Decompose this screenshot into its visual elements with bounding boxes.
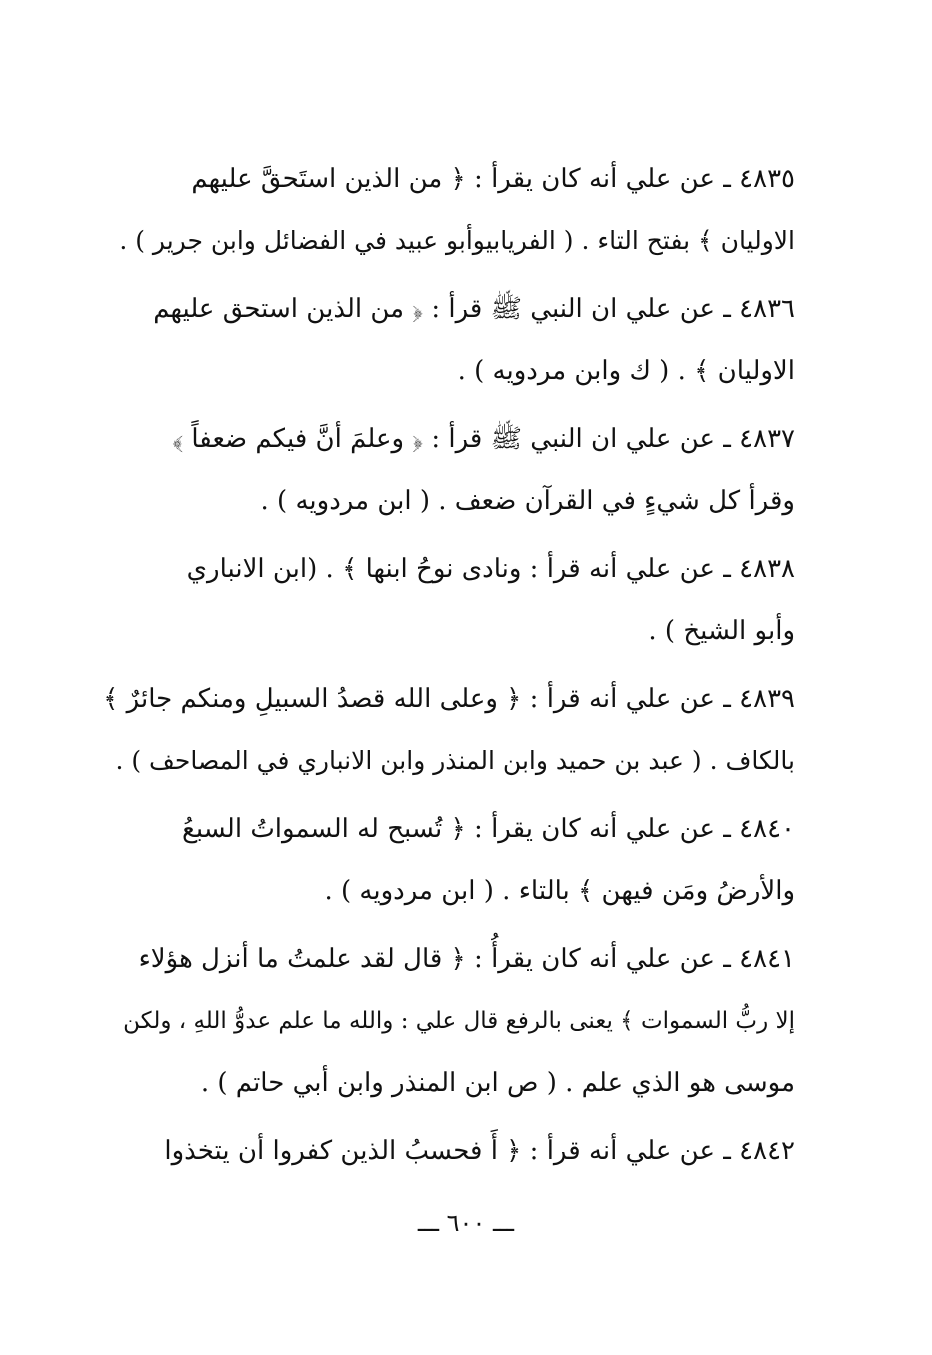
entry-4836 <box>100 278 795 402</box>
entry-line: ٤٨٤٠ ـ عن علي أنه كان يقرأ : ﴿ تُسبح له السمواتُ السبعُ <box>182 814 795 844</box>
entry-4837 <box>100 408 795 532</box>
entry-line: ٤٨٣٧ ـ عن علي ان النبي ﷺ قرأ : ﴿ وعلمَ أنَّ فيكم ضعفاً ﴾ <box>172 424 795 454</box>
page-number: ـــ ٦٠٠ ـــ <box>417 1209 515 1237</box>
entry-line: ٤٨٣٦ ـ عن علي ان النبي ﷺ قرأ : ﴿ من الذين استحق عليهم <box>153 294 795 324</box>
entry-4841 <box>100 928 795 1114</box>
entry-line: الاوليان ﴾ . ( ك وابن مردويه ) . <box>457 356 795 386</box>
entry-line: إلا ربُّ السموات ﴾ يعنى بالرفع قال علي : والله ما علم عدوُّ اللهِ ، ولكن <box>123 1008 795 1034</box>
entry-line: ٤٨٣٥ ـ عن علي أنه كان يقرأ : ﴿ من الذين استَحقَّ عليهم <box>191 164 795 194</box>
entry-line: ٤٨٣٩ ـ عن علي أنه قرأ : ﴿ وعلى الله قصدُ السبيلِ ومنكم جائرٌ ﴾ <box>103 684 795 714</box>
entry-line: ٤٨٣٨ ـ عن علي أنه قرأ : ونادى نوحُ ابنها ﴾ . (ابن الانباري <box>186 554 795 584</box>
entry-line: والأرضُ ومَن فيهن ﴾ بالتاء . ( ابن مردويه ) . <box>324 876 795 906</box>
entry-4840 <box>100 798 795 922</box>
entry-line: وقرأ كل شيءٍ في القرآن ضعف . ( ابن مردويه ) . <box>260 486 795 516</box>
entry-line: الاوليان ﴾ بفتح التاء . ( الفريابيوأبو عبيد في الفضائل وابن جرير ) . <box>119 226 795 255</box>
hadith-entries <box>100 148 795 1188</box>
entry-line: ٤٨٤١ ـ عن علي أنه كان يقرأُ : ﴿ قال لقد علمتُ ما أنزل هؤلاء <box>138 944 795 974</box>
entry-line: بالكاف . ( عبد بن حميد وابن المنذر وابن الانباري في المصاحف ) . <box>115 746 795 775</box>
entry-4842 <box>100 1120 795 1182</box>
entry-4835 <box>100 148 795 272</box>
entry-line: موسى هو الذي علم . ( ص ابن المنذر وابن أبي حاتم ) . <box>200 1068 795 1098</box>
entry-line: وأبو الشيخ ) . <box>648 616 795 646</box>
entry-line: ٤٨٤٢ ـ عن علي أنه قرأ : ﴿ أَ فحسبُ الذين كفروا أن يتخذوا <box>164 1136 795 1166</box>
entry-4838 <box>100 538 795 662</box>
entry-4839 <box>100 668 795 792</box>
